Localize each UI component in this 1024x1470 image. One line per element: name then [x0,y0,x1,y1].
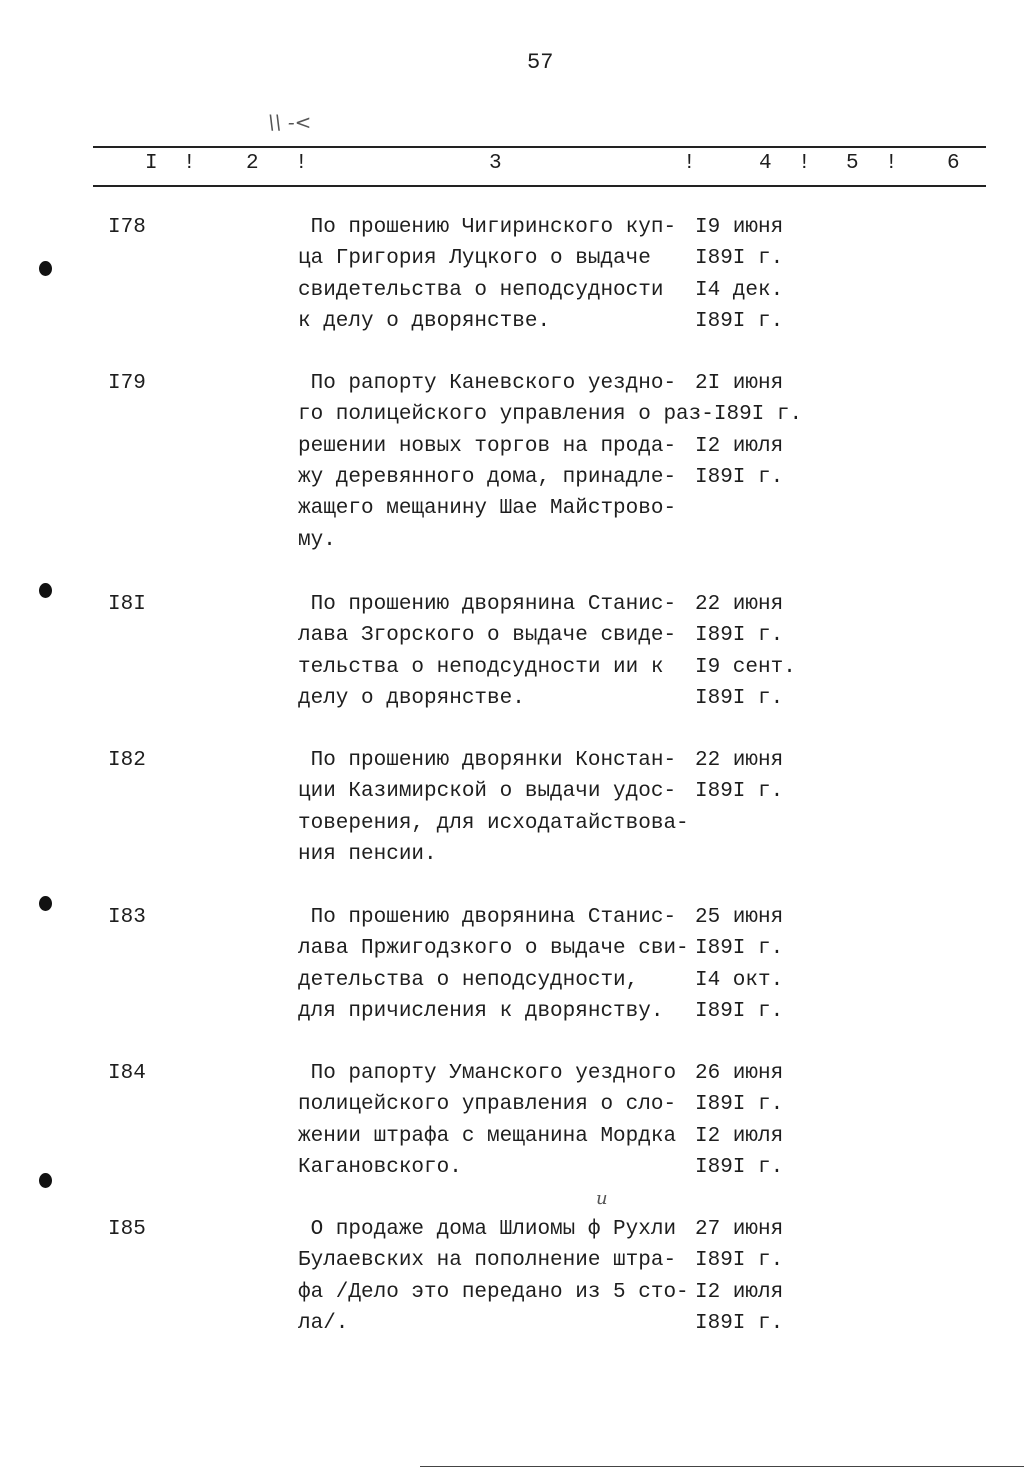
column-header-5: 5 [846,152,859,175]
entry-number: I78 [108,216,146,239]
entry-date: I2 июля [695,1124,784,1148]
column-header-3: 3 [489,152,502,175]
entry-description: жении штрафа с мещанина Мордка [298,1124,677,1148]
entry-line [298,683,783,714]
entry-description: делу о дворянстве. [298,686,525,710]
entry-line [298,1121,783,1152]
entry-number: I79 [108,372,146,395]
entry-line [298,965,783,996]
entry-number: I84 [108,1062,146,1085]
entry-date: 25 июня [695,906,784,929]
entry-line [298,368,783,399]
entry-number: I8I [108,593,146,616]
entry-description: Кагановского. [298,1155,462,1179]
entry-line [298,525,695,556]
entry-line [298,1214,783,1245]
entry-line [298,1277,783,1308]
entry-line [298,493,695,524]
entry-line [298,808,695,839]
entry-date: I89I г. [695,1093,784,1117]
column-header-I: I [145,152,158,175]
entry-line [298,1245,783,1276]
entry-description: По рапорту Уманского уездного [298,1062,677,1085]
entry-line [298,462,783,493]
entry-date: I4 дек. [695,278,784,302]
entry-description: детельства о неподсудности, [298,968,639,992]
entry-description: По прошению дворянки Констан- [298,749,677,772]
entry-description: лава Пржигодзкого о выдаче сви- [298,937,689,961]
header-top-rule [93,146,986,148]
punch-hole [39,583,52,598]
entry-date: I9 сент. [695,655,796,679]
entry-description: товерения, для исходатайствова- [298,811,689,835]
column-header-2: 2 [246,152,259,175]
entry-date: I89I г. [695,1249,784,1273]
entry-line [298,620,783,651]
punch-hole [39,1173,52,1188]
entry-number: I85 [108,1218,146,1241]
column-separator: ! [295,152,308,175]
entry-number: I83 [108,906,146,929]
entry-line [298,589,783,620]
entry-date: I2 июля [695,434,784,458]
entry-description: решении новых торгов на прода- [298,434,677,458]
entry-date: I89I г. [695,624,784,648]
entry-description: ца Григория Луцкого о выдаче [298,247,651,271]
entry-date: I2 июля [695,1280,784,1304]
entry-line [298,776,783,807]
entry-description: По рапорту Каневского уездно- [298,372,677,395]
entry-description: для причисления к дворянству. [298,999,664,1023]
entry-description: к делу о дворянстве. [298,309,551,333]
entry-line [298,431,783,462]
entry-number: I82 [108,749,146,772]
entry-date: I89I г. [695,999,784,1023]
entry-line [298,839,695,870]
entry-line [298,933,783,964]
entry-description: ния пенсии. [298,842,437,866]
entry-date: I89I г. [695,465,784,489]
entry-date: I89I г. [695,780,784,804]
entry-description: свидетельства о неподсудности [298,278,664,302]
entry-description: ции Казимирской о выдачи удос- [298,780,677,804]
entry-description: Булаевских на пополнение штра- [298,1249,677,1273]
entry-date: 27 июня [695,1218,784,1241]
entry-description: О продаже дома Шлиомы ф Рухли [298,1218,677,1241]
entry-line [298,1089,783,1120]
entry-line [298,996,783,1027]
header-bottom-rule [93,185,986,187]
entry-date: I89I г. [695,1155,784,1179]
page-number: 57 [527,50,554,75]
column-header-6: 6 [947,152,960,175]
entry-date: 26 июня [695,1062,784,1085]
entry-date: I89I г. [713,403,803,427]
entry-date: I89I г. [695,309,784,333]
entry-description: По прошению дворянина Станис- [298,593,677,616]
entry-line [298,1058,783,1089]
entry-line [298,212,783,243]
entry-date: I89I г. [695,937,784,961]
entry-line [298,1152,783,1183]
handwritten-correction: и [596,1188,608,1209]
column-separator: ! [798,152,811,175]
entry-line [298,652,796,683]
entry-line [298,902,783,933]
entry-description: ла/. [298,1311,349,1335]
entry-description: лава Згорского о выдаче свиде- [298,624,677,648]
entry-description: му. [298,528,336,552]
punch-hole [39,261,52,276]
column-separator: ! [183,152,196,175]
entry-line [298,243,783,274]
entry-line [298,1308,783,1339]
entry-line [298,275,783,306]
entry-description: жащего мещанину Шае Майстрово- [298,497,677,521]
column-separator: ! [683,152,696,175]
entry-description: го полицейского управления о раз- [298,403,714,427]
column-separator: ! [885,152,898,175]
entry-date: 22 июня [695,593,784,616]
entry-date: I89I г. [695,1311,784,1335]
entry-date: 2I июня [695,372,784,395]
entry-description: тельства о неподсудности ии к [298,655,664,679]
entry-date: I89I г. [695,247,784,271]
entry-date: I89I г. [695,686,784,710]
entry-description: полицейского управления о сло- [298,1093,677,1117]
entry-description: По прошению Чигиринского куп- [298,216,677,239]
footer-rule [420,1466,1024,1467]
entry-description: По прошению дворянина Станис- [298,906,677,929]
entry-line [298,745,783,776]
handwritten-mark: \\ -< [268,110,312,134]
entry-date: I4 окт. [695,968,784,992]
entry-date: I9 июня [695,216,784,239]
entry-date: 22 июня [695,749,784,772]
entry-description: фа /Дело это передано из 5 сто- [298,1280,689,1304]
entry-line [298,399,802,430]
column-header-4: 4 [759,152,772,175]
punch-hole [39,896,52,911]
entry-description: жу деревянного дома, принадле- [298,465,677,489]
entry-line [298,306,783,337]
